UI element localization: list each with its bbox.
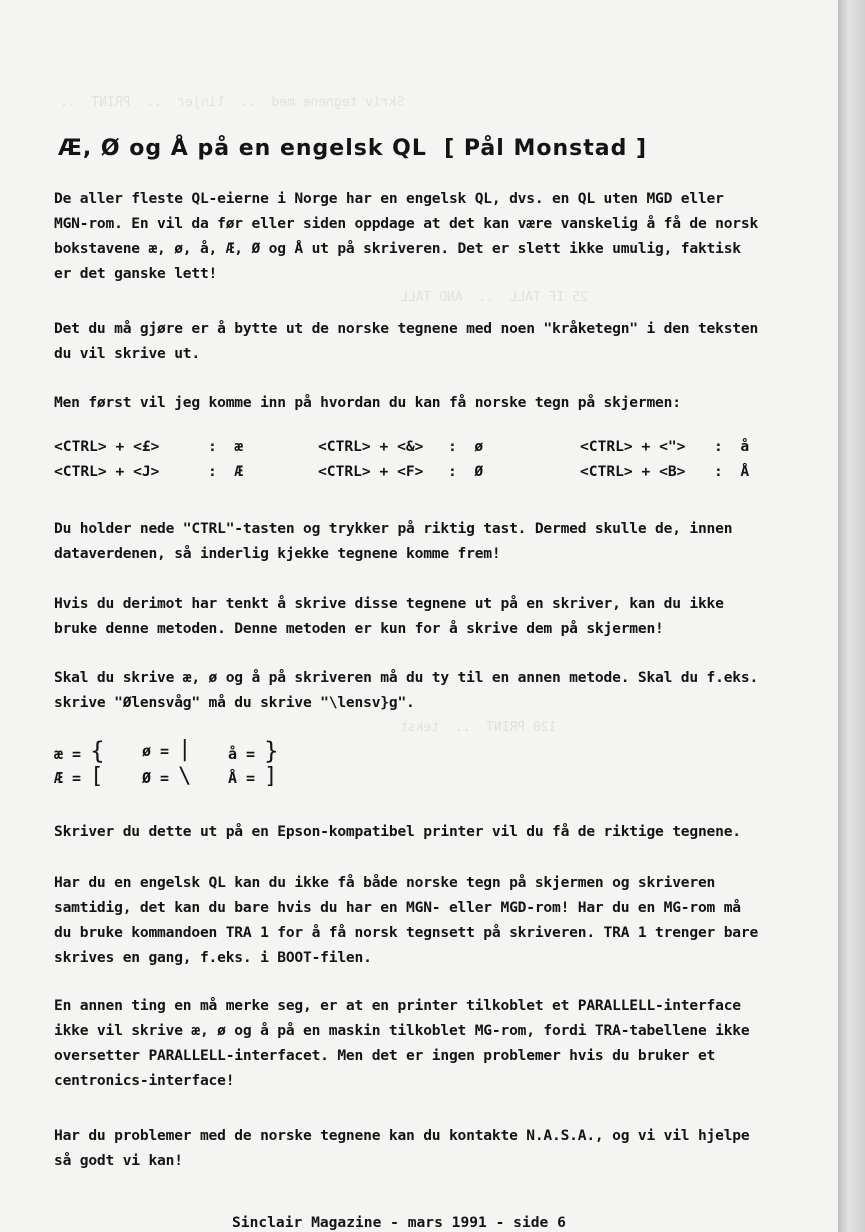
ctrl-combo: <CTRL> + <&> [318,438,424,455]
ctrl-result: : Æ [208,463,244,480]
paragraph-substitute: Skal du skrive æ, ø og å på skriveren må du ty til en annen metode. Skal du f.eks. skrive "Ølensvåg" må du skrive "\lensv}g". [54,669,759,711]
paragraph-method: Det du må gjøre er å bytte ut de norske tegnene med noen "kråketegn" i den teksten du vil skrive ut. [54,320,759,362]
ctrl-combo: <CTRL> + <F> [318,463,424,480]
map-entry: Å = ] [228,764,278,789]
page-footer: Sinclair Magazine - mars 1991 - side 6 [232,1214,566,1231]
bleed-through-text: 25 IF TALL .. AND TALL [400,290,588,305]
ctrl-result: : æ [208,438,244,455]
paragraph-epson: Skriver du dette ut på en Epson-kompatibel printer vil du få de riktige tegnene. [54,823,741,840]
paragraph-intro: De aller fleste QL-eierne i Norge har en engelsk QL, dvs. en QL uten MGD eller MGN-rom. En vil da før eller siden oppdage at det kan være vanskelig å få de norsk bokstavene æ, ø, å, Æ, Ø og Å ut på skriveren. Det er slett ikke umulig, faktisk er det ganske lett! [54,190,759,282]
page-edge [838,0,865,1232]
ctrl-result: : ø [448,438,484,455]
paragraph-contact: Har du problemer med de norske tegnene kan du kontakte N.A.S.A., og vi vil hjelpe så godt vi kan! [54,1127,750,1169]
paragraph-printer: Hvis du derimot har tenkt å skrive disse tegnene ut på en skriver, kan du ikke bruke denne metoden. Denne metoden er kun for å skrive dem på skjermen! [54,595,724,637]
paragraph-english-ql: Har du en engelsk QL kan du ikke få både norske tegn på skjermen og skriveren samtidig, det kan du bare hvis du har en MGN- eller MGD-rom! Har du en MG-rom må du bruke kommandoen TRA 1 for å få norsk tegnsett på skriveren. TRA 1 trenger bare skrives en gang, f.eks. i BOOT-filen. [54,874,759,966]
ctrl-result: : Ø [448,463,484,480]
paragraph-parallel: En annen ting en må merke seg, er at en printer tilkoblet et PARALLELL-interface ikke vil skrive æ, ø og å på en maskin tilkoblet MG-rom, fordi TRA-tabellene ikke oversetter PARALLELL-interfacet. Men det er ingen problemer hvis du bruker et centronics-interface! [54,997,750,1089]
ctrl-combo: <CTRL> + <J> [54,463,160,480]
page-title: Æ, Ø og Å på en engelsk QL [ Pål Monstad ] [58,136,648,161]
map-entry: å = } [228,737,279,765]
ctrl-combo: <CTRL> + <"> [580,438,686,455]
ctrl-result: : å [714,438,750,455]
ctrl-combo: <CTRL> + <£> [54,438,160,455]
paragraph-screen: Men først vil jeg komme inn på hvordan du kan få norske tegn på skjermen: [54,394,681,411]
bleed-through-text: 120 PRINT .. tekst [400,720,557,735]
map-entry: ø = | [142,737,192,762]
paragraph-ctrl-howto: Du holder nede "CTRL"-tasten og trykker på riktig tast. Dermed skulle de, innen dataverdenen, så inderlig kjekke tegnene komme frem! [54,520,733,562]
bleed-through-text: Skriv tegnene med .. linjer .. PRINT .. [60,95,405,110]
map-entry: Æ = [ [54,764,104,789]
ctrl-combo: <CTRL> + <B> [580,463,686,480]
map-entry: Ø = \ [142,764,192,789]
ctrl-result: : Å [714,463,750,480]
map-entry: æ = { [54,737,105,765]
